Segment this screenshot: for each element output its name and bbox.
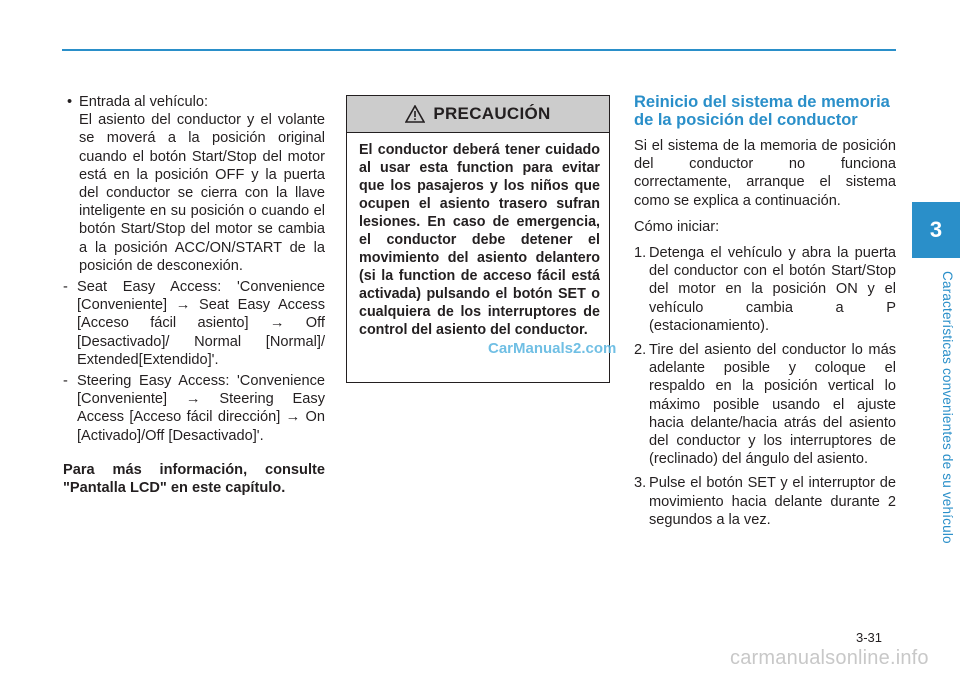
right-column <box>634 93 896 535</box>
chapter-title: Características convenientes de su vehículo <box>940 270 955 544</box>
chapter-number-tab: 3 <box>912 202 960 258</box>
section-title: Reinicio del sistema de memoria de la posición del conductor <box>634 93 890 129</box>
caution-title: PRECAUCIÓN <box>433 104 551 123</box>
bullet-item <box>67 93 325 111</box>
step-item: 3. Pulse el botón SET y el interruptor de movimiento hacia delante durante 2 segundos a la vez. <box>634 475 896 528</box>
step-item: 2. Tire del asiento del conductor lo más adelante posible y coloque el respaldo en la posición vertical lo máximo posible usando el ajuste hacia delante/hacia atrás del asiento del conductor y los interruptores de (reclinado) del ángulo del asiento. <box>634 342 896 468</box>
bullet-icon: • <box>67 94 73 110</box>
warning-triangle-icon <box>405 105 425 123</box>
reference-note: Para más información, consulte "Pantalla LCD" en este capítulo. <box>63 461 325 497</box>
footer-site-link[interactable]: carmanualsonline.info <box>730 647 929 669</box>
caution-body: El conductor deberá tener cuidado al usar esta function para evitar que los pasajeros y los niños que ocupen el asiento trasero sufran lesiones. En caso de emergencia, el conductor debe detener el movimiento del asiento delantero (si la function de acceso fácil está activada) pulsando el botón SET o cualquiera de los interruptores de control del asiento del conductor. <box>359 142 600 338</box>
intro-paragraph: Si el sistema de la memoria de posición del conductor no funciona correctamente, arranque el sistema como se explica a continuación. <box>634 138 896 209</box>
page-number: 3-31 <box>856 630 883 645</box>
how-to-label: Cómo iniciar: <box>634 218 720 235</box>
left-column <box>63 93 325 497</box>
bullet-body: El asiento del conductor y el volante se moverá a la posición original cuando el botón Start/Stop del motor está en la posición OFF y la puerta del conductor se cierra con la llave inteligente en su posición o cuando el botón Start/Stop del motor se cambia a la posición ACC/ON/START de la posición de desconexión. <box>79 112 325 274</box>
watermark: CarManuals2.com <box>488 340 617 357</box>
header-rule <box>62 49 896 51</box>
bullet-title: Entrada al vehículo: <box>79 94 208 110</box>
dash-item-seat-easy-access: - Seat Easy Access: 'Convenience [Conveniente] → Seat Easy Access [Acceso fácil asiento] → Off [Desactivado]/ Normal [Normal]/ Extended[Extendido]'. <box>63 279 325 368</box>
step-item: 1. Detenga el vehículo y abra la puerta del conductor con el botón Start/Stop del motor en la posición ON y el vehículo cambia a P (estacionamiento). <box>634 245 896 334</box>
caution-header <box>347 96 609 133</box>
dash-item-steering-easy-access: - Steering Easy Access: 'Convenience [Conveniente] → Steering Easy Access [Acceso fácil dirección] → On [Activado]/Off [Desactivado]'. <box>63 373 325 444</box>
